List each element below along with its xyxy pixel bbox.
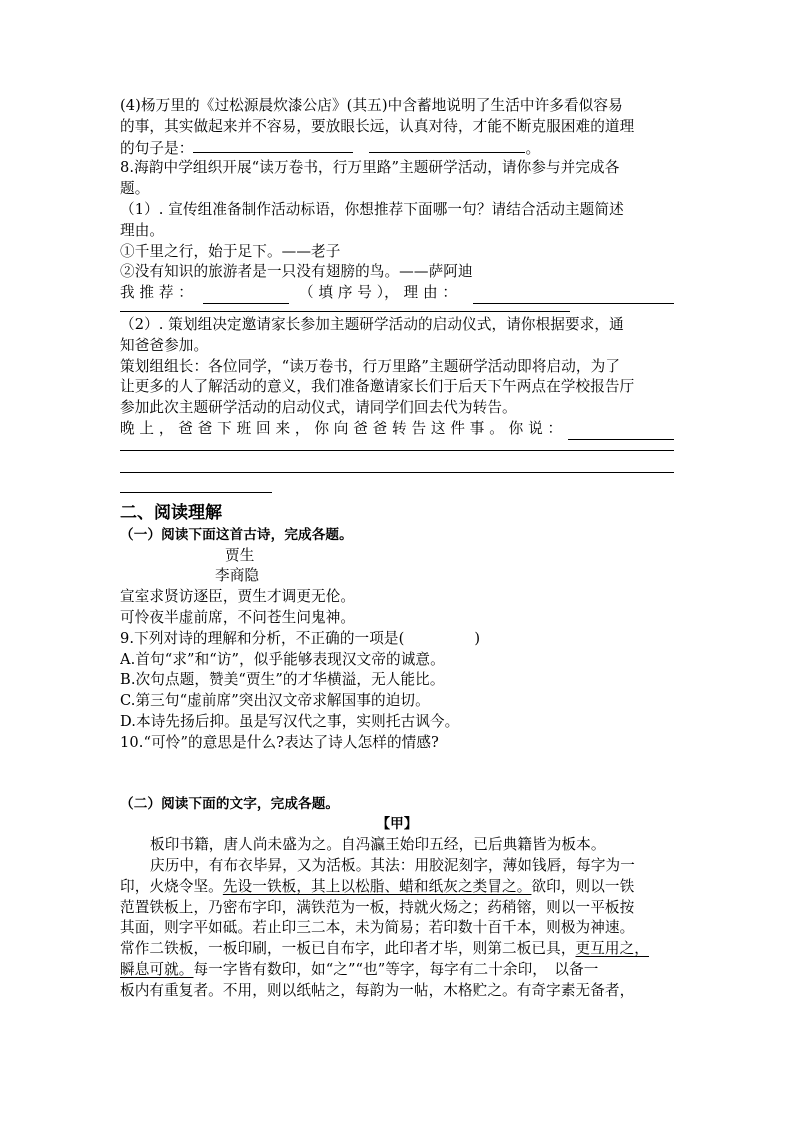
underlined-sentence: 更互用之， [575, 940, 649, 958]
answer-blank[interactable] [568, 425, 674, 440]
passage-text: 瞬息可就。每一字皆有数印，如“之”“也”等字，每字有二十余印， 以备一 [120, 960, 599, 978]
text-line: 题。 [120, 180, 150, 198]
text-line: 理由。 [120, 221, 165, 239]
poem-line: 宣室求贤访逐臣，贾生才调更无伦。 [120, 588, 356, 606]
passage-text: 其面，则字平如砥。若止印三二本，未为简易；若印数十百千本，则极为神速。 [120, 919, 635, 937]
passage-text: 板印书籍，唐人尚未盛为之。自冯瀛王始印五经，已后典籍皆为板本。 [150, 836, 606, 854]
notice-text: 让更多的人了解活动的意义，我们准备邀请家长们于后天下午两点在学校报告厅 [120, 378, 635, 396]
text-line: 的事，其实做起来并不容易，要放眼长远，认真对待，才能不断克服困难的道理 [120, 117, 635, 135]
option-1: ①千里之行，始于足下。——老子 [120, 242, 341, 260]
document-page [120, 96, 674, 1001]
notice-text: 策划组组长：各位同学，“读万卷书，行万里路”主题研学活动即将启动，为了 [120, 357, 621, 375]
subquestion-1: （1）. 宣传组准备制作活动标语，你想推荐下面哪一句？请结合活动主题简述 [120, 200, 624, 218]
passage-text: 板内有重复者。不用，则以纸帖之，每韵为一帖，木格贮之。有奇字素无备者， [120, 981, 635, 999]
option-a: A.首句“求”和“访”，似乎能够表现汉文帝的诚意。 [120, 650, 445, 668]
subquestion-2: （2）. 策划组决定邀请家长参加主题研学活动的启动仪式，请你根据要求，通 [120, 315, 624, 333]
poem-title: 贾生 [225, 546, 255, 564]
passage-text: 常作二铁板，一板印刷，一板已自布字，此印者才毕，则第二板已具，更互用之， [120, 940, 649, 958]
passage-label: 【甲】 [376, 816, 418, 833]
subsection-title: （一）阅读下面这首古诗，完成各题。 [120, 526, 353, 543]
passage-text: 印，火烧令坚。先设一铁板，其上以松脂、蜡和纸灰之类冒之。欲印，则以一铁 [120, 877, 635, 895]
notice-text: 参加此次主题研学活动的启动仪式，请同学们回去代为转告。 [120, 399, 517, 417]
question-10: 10.“可怜”的意思是什么?表达了诗人怎样的情感? [120, 733, 439, 751]
poem-author: 李商隐 [215, 567, 260, 585]
answer-blank[interactable] [369, 138, 525, 153]
passage-text: 范置铁板上，乃密布字印，满铁范为一板，持就火炀之；药稍镕，则以一平板按 [120, 898, 635, 916]
passage-text: 庆历中，有布衣毕昇，又为活板。其法：用胶泥刻字，薄如钱唇，每字为一 [150, 856, 635, 874]
evening-line: 晚 上 ， 爸 爸 下 班 回 来 ， 你 向 爸 爸 转 告 这 件 事 。 你 说 ： [120, 419, 674, 440]
answer-blank[interactable] [203, 289, 289, 304]
subsection-title: （二）阅读下面的文字，完成各题。 [120, 795, 340, 812]
text-line: 的句子是： 。 [120, 139, 541, 157]
option-d: D.本诗先扬后抑。虽是写汉代之事，实则托古讽今。 [120, 712, 460, 730]
option-2: ②没有知识的旅游者是一只没有翅膀的鸟。——萨阿迪 [120, 263, 473, 281]
recommend-line: 我 推 荐 ： （ 填 序 号 ）， 理 由 ： [120, 283, 674, 304]
section-title: 二、阅读理解 [120, 502, 222, 523]
text-line: 知爸爸参加。 [120, 336, 209, 354]
answer-blank[interactable] [473, 289, 674, 304]
option-b: B.次句点题，赞美“贾生”的才华横溢，无人能比。 [120, 671, 445, 689]
question-9: 9.下列对诗的理解和分析，不正确的一项是( ) [120, 629, 481, 647]
answer-blank[interactable] [193, 138, 353, 153]
underlined-sentence: 瞬息可就。 [120, 960, 194, 978]
question-8-stem: 8.海韵中学组织开展“读万卷书，行万里路”主题研学活动，请你参与并完成各 [120, 159, 620, 177]
text-line: (4)杨万里的《过松源晨炊漆公店》(其五)中含蓄地说明了生活中许多看似容易 [120, 97, 623, 114]
poem-line: 可怜夜半虚前席，不问苍生问鬼神。 [120, 608, 356, 626]
option-c: C.第三句“虚前席”突出汉文帝求解国事的迫切。 [120, 692, 430, 710]
underlined-sentence: 先设一铁板，其上以松脂、蜡和纸灰之类冒之。 [222, 877, 532, 895]
